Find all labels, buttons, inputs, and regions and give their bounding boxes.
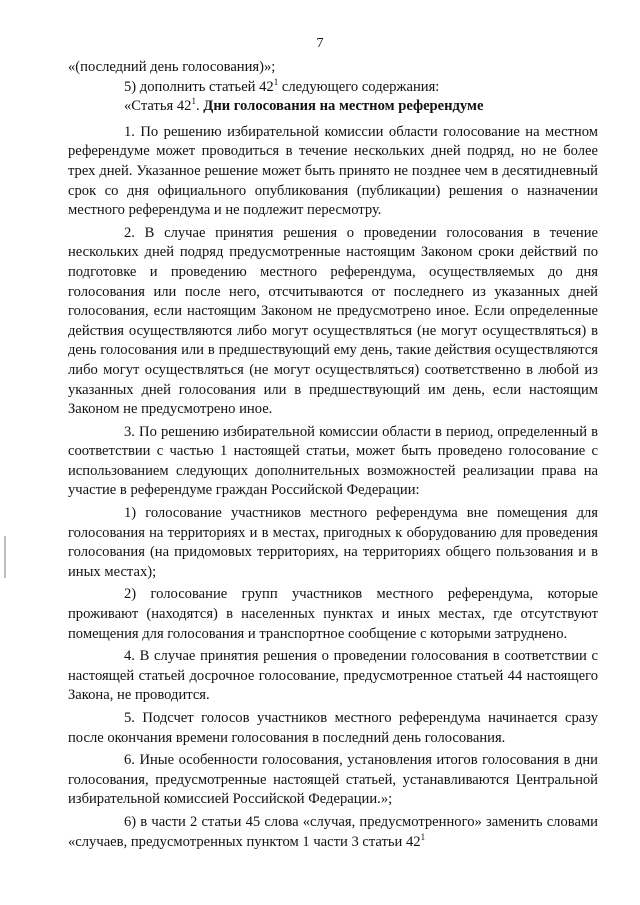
- paragraph: 3. По решению избирательной комиссии области в период, определенный в соответствии с частью 1 настоящей статьи, может быть проведено голосование с использованием следующих дополнительных возможностей реализации права на участие в референдуме граждан Российской Федерации:: [68, 423, 598, 499]
- article-label: «Статья 42: [124, 98, 192, 115]
- paragraph: 5. Подсчет голосов участников местного референдума начинается сразу после окончания времени голосования в последний день голосования.: [68, 710, 598, 746]
- list-item: 2) голосование групп участников местного референдума, которые проживают (находятся) в населенных пунктах и иных местах, где отсутствуют помещения для голосования и транспортное сообщение с которыми затруднено.: [68, 586, 598, 642]
- article-heading: [68, 97, 598, 117]
- document-body: [68, 58, 598, 852]
- superscript: 1: [191, 96, 196, 107]
- amendment-paragraph-text: 6) в части 2 статьи 45 слова «случая, предусмотренного» заменить словами «случаев, предусмотренных пунктом 1 части 3 статьи 42: [68, 813, 598, 850]
- article-title: Дни голосования на местном референдуме: [203, 98, 484, 115]
- paragraph: 6. Иные особенности голосования, установления итогов голосования в дни голосования, предусмотренные настоящей статьей, устанавливаются Центральной избирательной комиссией Российской Федерации.»;: [68, 752, 598, 808]
- article-dot: .: [195, 98, 204, 115]
- amendment-paragraph: [68, 813, 598, 852]
- page-number: 7: [316, 36, 324, 51]
- amendment-line: [68, 78, 598, 98]
- paragraph: 1. По решению избирательной комиссии области голосование на местном референдуме может проводиться в течение нескольких дней подряд, но не более трех дней. Указанное решение может быть принято не позднее чем в десятидневный срок со дня официального опубликования (публикации) решения о назначении местного референдума и не подлежит пересмотру.: [68, 123, 598, 219]
- list-item: 1) голосование участников местного референдума вне помещения для голосования на территориях и в местах, пригодных к оборудованию для проведения голосования (на придомовых территориях, на территориях общего пользования и в иных местах);: [68, 505, 598, 580]
- superscript: 1: [273, 76, 279, 87]
- scan-edge-mark: [4, 536, 6, 578]
- superscript: 1: [420, 831, 426, 842]
- amendment-text-tail: следующего содержания:: [278, 78, 440, 95]
- amendment-text: 5) дополнить статьей 42: [124, 78, 274, 95]
- paragraph: 2. В случае принятия решения о проведении голосования в течение нескольких дней подряд предусмотренные настоящим Законом сроки действий по подготовке и проведению местного референдума, осуществляемых до дня голосования или после него, отсчитываются от последнего из указанных дней голосования, если настоящим Законом не предусмотрено иное. Если определенные действия осуществляются либо могут осуществляться (не могут осуществляться) в день голосования или в предшествующий ему день, такие действия осуществляются либо могут осуществляться (не могут осуществляться) соответственно в любой из указанных дней голосования или в предшествующий им день, если настоящим Законом не предусмотрено иное.: [68, 224, 598, 418]
- paragraph: 4. В случае принятия решения о проведении голосования в соответствии с настоящей статьей досрочное голосование, предусмотренное статьей 44 настоящего Закона, не проводится.: [68, 648, 598, 704]
- text-line: «(последний день голосования)»;: [68, 59, 276, 75]
